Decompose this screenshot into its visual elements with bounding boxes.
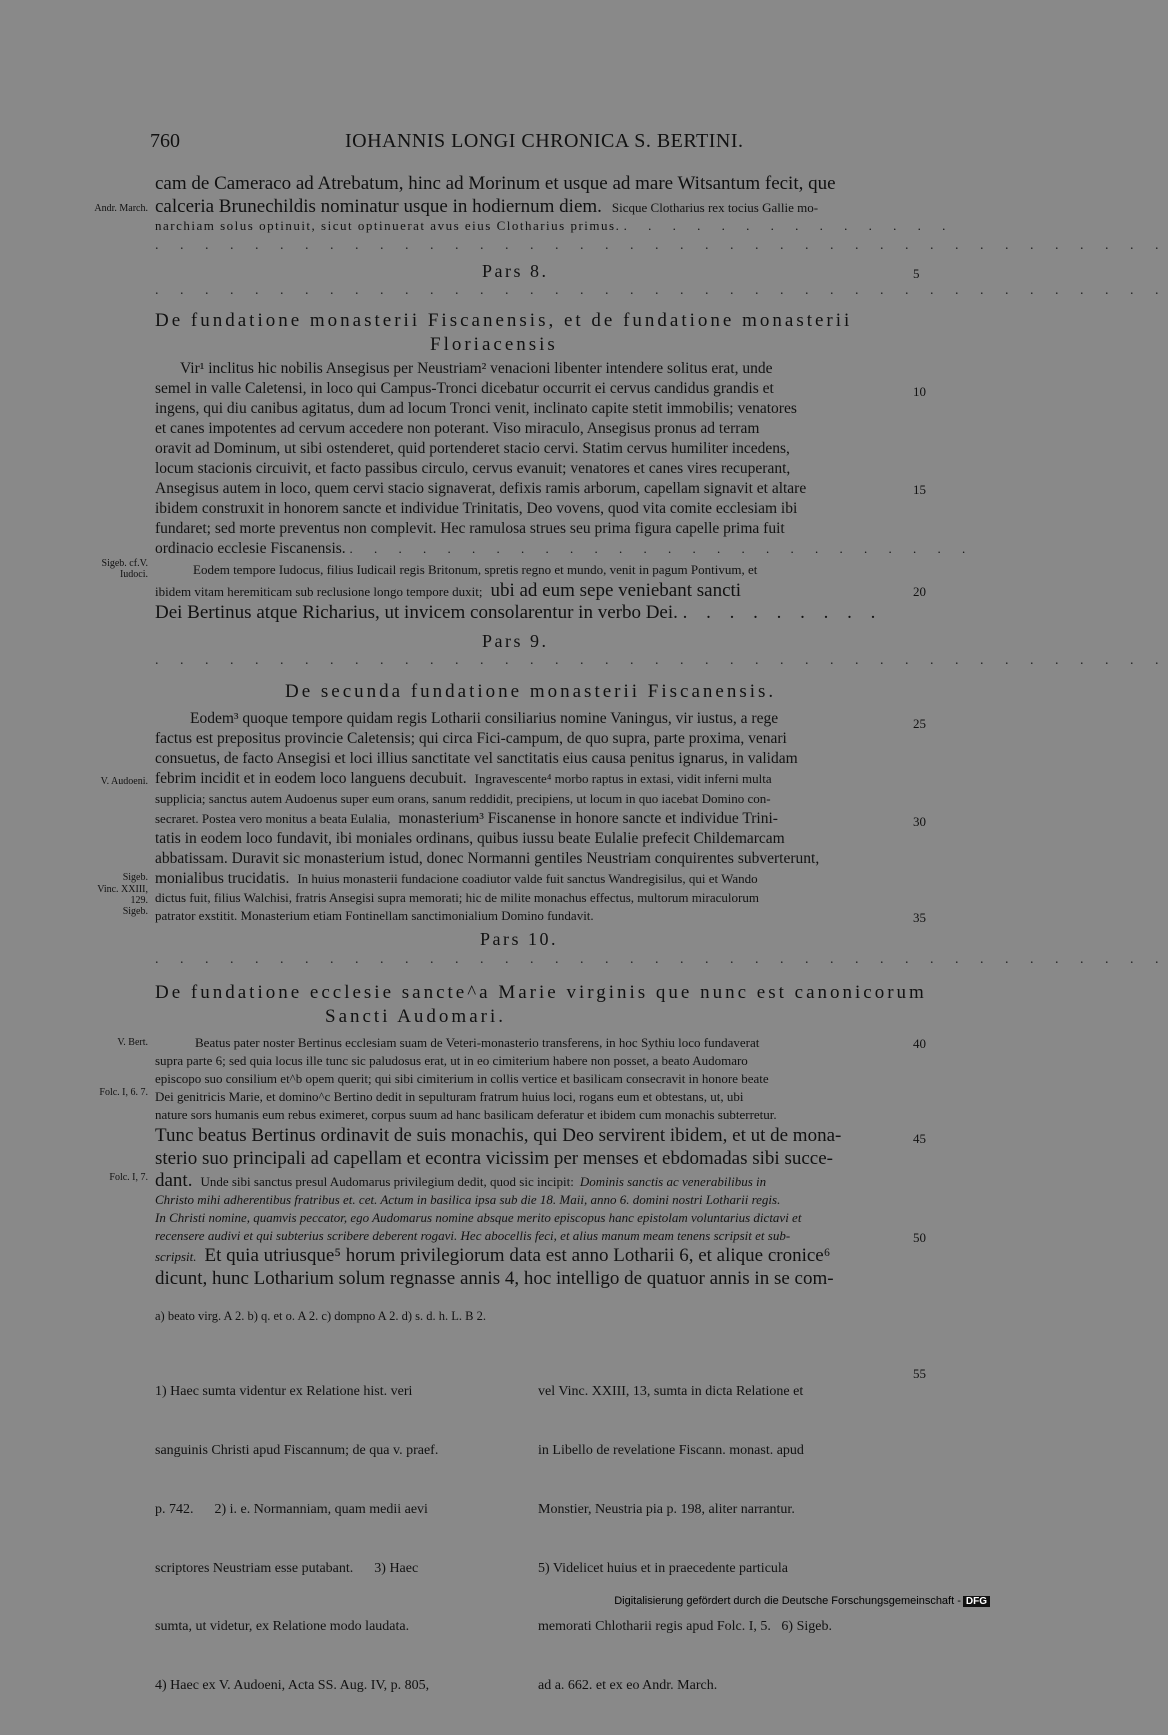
- text-line: patrator exstitit. Monasterium etiam Fontinellam sanctimonialium Domino fundavit.: [155, 908, 594, 923]
- text-line: scripsit. Et quia utriusque⁵ horum privilegiorum data est anno Lotharii 6, et alique cronice⁶: [155, 1245, 831, 1266]
- footnote-line: Monstier, Neustria pia p. 198, aliter narrantur.: [538, 1501, 795, 1517]
- footnote-line: 1) Haec sumta videntur ex Relatione hist. veri: [155, 1384, 413, 1400]
- margin-note: Sigeb.: [122, 906, 148, 917]
- text-line: Vir¹ inclitus hic nobilis Ansegisus per Neustriam² venacioni libenter intendere solitus erat, unde: [180, 360, 773, 377]
- text-variants: a) beato virg. A 2. b) q. et o. A 2. c) dompno A 2. d) s. d. h. L. B 2.: [155, 1309, 486, 1323]
- text-line: ibidem construxit in honorem sancte et individue Trinitatis, Deo vovens, quod vita comite ecclesiam ibi: [155, 500, 798, 517]
- text-line: dicunt, hunc Lotharium solum regnasse annis 4, hoc intelligo de quatuor annis in se com-: [155, 1268, 834, 1289]
- margin-note: V. Bert.: [117, 1037, 148, 1048]
- margin-note: Folc. I, 7.: [109, 1172, 148, 1183]
- line-number: 50: [913, 1230, 926, 1245]
- footnote-line: p. 742. 2) i. e. Normanniam, quam medii aevi: [155, 1501, 428, 1517]
- footnotes-left: [155, 1343, 438, 1735]
- text-line: ibidem vitam heremiticam sub reclusione longo tempore duxit; ubi ad eum sepe veniebant sancti: [155, 580, 742, 601]
- footnote-line: ad a. 662. et ex eo Andr. March.: [538, 1678, 718, 1694]
- line-number: 45: [913, 1131, 926, 1146]
- text-line: fundaret; sed morte preventus non complevit. Hec ramulosa strues seu prima figura capelle prima fuit: [155, 520, 785, 537]
- section-title: De secunda fundatione monasterii Fiscanensis.: [285, 681, 777, 702]
- text-line: febrim incidit et in eodem loco languens decubuit. Ingravescente⁴ morbo raptus in extasi, vidit inferni multa: [155, 770, 772, 787]
- text-line: recensere audivi et qui subterius scribere deberent rogavi. Hec abocellis feci, et alius manum meam tenens scripsit et sub-: [155, 1228, 791, 1243]
- text-line: et canes impotentes ad cervum accedere non poterant. Viso miraculo, Ansegisus pronus ad terram: [155, 420, 760, 437]
- line-number: 20: [913, 584, 926, 599]
- section-heading: Pars 9.: [482, 631, 549, 651]
- text-line: Dei Bertinus atque Richarius, ut invicem consolarentur in verbo Dei. . . . . . . . . .: [155, 602, 883, 623]
- margin-note: Vinc. XXIII, 129.: [97, 884, 148, 906]
- page-number: 760: [150, 130, 180, 152]
- footnote-line: vel Vinc. XXIII, 13, sumta in dicta Relatione et: [538, 1384, 804, 1400]
- separator-dots: . . . . . . . . . . . . . . . . . . . . . . . . . . . . . . . . . . . . . . . . .: [155, 283, 1168, 298]
- section-title: De fundatione monasterii Fiscanensis, et de fundatione monasterii: [155, 310, 853, 331]
- section-heading: Pars 8.: [482, 261, 549, 281]
- text-line: supplicia; sanctus autem Audoenus super eum orans, sanum reddidit, precipiens, ut locum in quo iacebat Domino con-: [155, 791, 771, 806]
- dfg-logo: DFG: [963, 1596, 990, 1607]
- separator-dots: . . . . . . . . . . . . . . . . . . . . . . . . . . . . . . . . . . . . . . . . .: [155, 238, 1168, 253]
- text-line: ordinacio ecclesie Fiscanensis. . . . . . . . . . . . . . . . . . . . . . . . . . .: [155, 540, 975, 557]
- text-line: oravit ad Dominum, ut sibi ostenderet, quid portenderet stacio cervi. Statim cervus humiliter incedens,: [155, 440, 790, 457]
- text-line: Eodem tempore Iudocus, filius Iudicail regis Britonum, spretis regno et mundo, venit in pagum Pontivum, et: [193, 562, 758, 577]
- text-line: supra parte 6; sed quia locus ille tunc sic paludosus erat, ut in eo cimiterium habere non posset, a beato Audomaro: [155, 1053, 748, 1068]
- section-title: De fundatione ecclesie sancte^a Marie virginis que nunc est canonicorum: [155, 982, 927, 1003]
- text-line: dant. Unde sibi sanctus presul Audomarus privilegium dedit, quod sic incipit: Dominis sanctis ac venerabilibus in: [155, 1170, 767, 1191]
- funding-text: Digitalisierung gefördert durch die Deutsche Forschungsgemeinschaft -: [614, 1595, 961, 1607]
- text-line: cam de Cameraco ad Atrebatum, hinc ad Morinum et usque ad mare Witsantum fecit, que: [155, 173, 836, 194]
- text-line: Beatus pater noster Bertinus ecclesiam suam de Veteri-monasterio transferens, in hoc Sythiu loco fundaverat: [195, 1035, 760, 1050]
- margin-note: Sigeb.: [122, 872, 148, 883]
- running-title: IOHANNIS LONGI CHRONICA S. BERTINI.: [345, 130, 744, 152]
- text-line: ingens, qui diu canibus agitatus, dum ad locum Tronci venit, inclinato capite stetit immobilis; venatores: [155, 400, 797, 417]
- text-line: monialibus trucidatis. In huius monasterii fundacione coadiutor valde fuit sanctus Wandregisilus, qui et Wando: [155, 870, 758, 887]
- text-line: Dei genitricis Marie, et domino^c Bertino dedit in sepulturam fratrum huius loci, rogans eum et obtestans, ut, ubi: [155, 1089, 744, 1104]
- text-line: Tunc beatus Bertinus ordinavit de suis monachis, qui Deo servirent ibidem, et ut de mona-: [155, 1125, 842, 1146]
- line-number: 15: [913, 482, 926, 497]
- margin-note: V. Audoeni.: [100, 776, 148, 787]
- line-number: 30: [913, 814, 926, 829]
- text-line: semel in valle Caletensi, in loco qui Campus-Tronci dicebatur occurrit ei cervus candidus grandis et: [155, 380, 774, 397]
- footnotes-right: [538, 1343, 832, 1735]
- margin-note: Folc. I, 6. 7.: [99, 1087, 148, 1098]
- text-line: Ansegisus autem in loco, quem cervi stacio signaverat, defixis ramis arborum, capellam signavit et altare: [155, 480, 807, 497]
- section-heading: Pars 10.: [480, 929, 558, 949]
- line-number: 35: [913, 910, 926, 925]
- section-title: Sancti Audomari.: [325, 1006, 506, 1027]
- line-number: 40: [913, 1036, 926, 1051]
- text-line: In Christi nomine, quamvis peccator, ego Audomarus nomine absque merito episcopus hanc epistolam voluntarius dictavi et: [155, 1210, 802, 1225]
- text-line: tatis in eodem loco fundavit, ibi moniales ordinans, quibus iussu beate Eulalie prefecit Childemarcam: [155, 830, 785, 847]
- separator-dots: . . . . . . . . . . . . . . . . . . . . . . . . . . . . . . . . . . . . . . . . .: [155, 952, 1168, 967]
- footnote-line: in Libello de revelatione Fiscann. monast. apud: [538, 1442, 804, 1458]
- line-number: 5: [913, 266, 920, 281]
- footnote-line: sumta, ut videtur, ex Relatione modo laudata.: [155, 1619, 410, 1635]
- footnote-line: 4) Haec ex V. Audoeni, Acta SS. Aug. IV, p. 805,: [155, 1678, 430, 1694]
- text-line: dictus fuit, filius Walchisi, fratris Ansegisi supra memorati; hic de milite monachus effectus, multorum miraculorum: [155, 890, 759, 905]
- footnote-line: memorati Chlotharii regis apud Folc. I, 5. 6) Sigeb.: [538, 1619, 832, 1635]
- margin-note: Andr. March.: [94, 203, 148, 214]
- text-line: abbatissam. Duravit sic monasterium istud, donec Normanni gentiles Neustriam conquirentes subverterunt,: [155, 850, 820, 867]
- text-line: Christo mihi adherentibus fratribus et. cet. Actum in basilica ipsa sub die 18. Maii, anno 6. domini nostri Lotharii regis.: [155, 1192, 781, 1207]
- line-number: 55: [913, 1366, 926, 1381]
- footnote-line: scriptores Neustriam esse putabant. 3) Haec: [155, 1560, 419, 1576]
- line-number: 25: [913, 716, 926, 731]
- text-line: episcopo suo consilium et^b opem querit; qui sibi cimiterium in collis vertice et basilicam consecravit in honore beate: [155, 1071, 769, 1086]
- line-number: 10: [913, 384, 926, 399]
- text-line: calceria Brunechildis nominatur usque in hodiernum diem. Sicque Clotharius rex tocius Gallie mo-: [155, 196, 819, 217]
- text-line: narchiam solus optinuit, sicut optinuerat avus eius Clotharius primus. . . . . . . . . . . . . . .: [155, 218, 955, 233]
- text-line: secraret. Postea vero monitus a beata Eulalia, monasterium³ Fiscanense in honore sancte et individue Trini-: [155, 810, 778, 827]
- text-line: Eodem³ quoque tempore quidam regis Lotharii consiliarius nomine Vaningus, vir iustus, a rege: [190, 710, 779, 727]
- margin-note: Sigeb. cf.V. Iudoci.: [101, 558, 148, 580]
- text-line: sterio suo principali ad capellam et econtra vicissim per menses et ebdomadas sibi succe-: [155, 1148, 833, 1169]
- text-line: nature sors humanis eum rebus eximeret, corpus suum ad hanc basilicam deferatur et ibidem cum monachis subterretur.: [155, 1107, 777, 1122]
- footnote-line: 5) Videlicet huius et in praecedente particula: [538, 1560, 789, 1576]
- funding-footer: [614, 1595, 990, 1607]
- section-title: Floriacensis: [430, 334, 558, 355]
- text-line: locum stacionis circuivit, et facto passibus circulo, cervus evanuit; venatores et canes vires recuperant,: [155, 460, 791, 477]
- footnote-line: sanguinis Christi apud Fiscannum; de qua v. praef.: [155, 1442, 439, 1458]
- text-line: consuetus, de facto Ansegisi et loci illius sanctitate vel sanctitatis eius causa penitus ignarus, in validam: [155, 750, 798, 767]
- separator-dots: . . . . . . . . . . . . . . . . . . . . . . . . . . . . . . . . . . . . . . . . .: [155, 653, 1168, 668]
- text-line: factus est prepositus provincie Caletensis; qui circa Fici-campum, de quo supra, parte proxima, venari: [155, 730, 787, 747]
